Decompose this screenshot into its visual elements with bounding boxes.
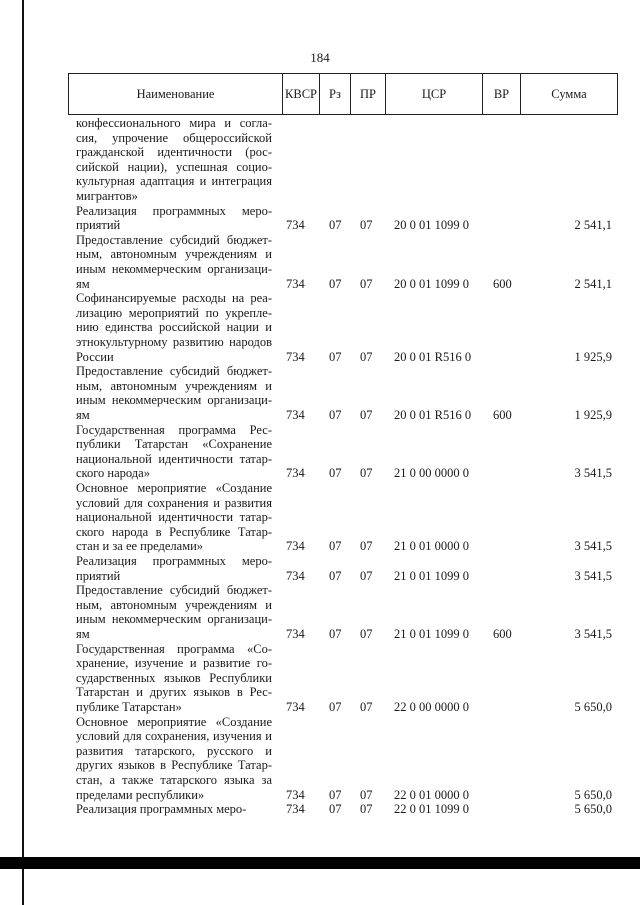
row-name-line: ям	[76, 626, 90, 641]
cell-kvsr: 734	[286, 466, 305, 481]
cell-sum: 2 541,1	[574, 276, 612, 291]
cell-rz: 07	[329, 276, 342, 291]
row-name	[76, 802, 272, 817]
row-name-line: ным, автономным учреждениям и	[76, 597, 272, 612]
cell-csr: 22 0 00 0000 0	[394, 699, 469, 714]
row-name	[76, 481, 272, 554]
row-name-line: других языков в Республике Татар-	[76, 758, 272, 773]
cell-sum: 3 541,5	[574, 626, 612, 641]
cell-pr: 07	[360, 568, 373, 583]
table-row	[0, 481, 640, 554]
row-name-line: ным, автономным учреждениям и	[76, 378, 272, 393]
row-name-line: публики Татарстан «Сохранение	[76, 437, 272, 452]
cell-csr: 21 0 01 1099 0	[394, 626, 469, 641]
row-name	[76, 291, 272, 364]
row-name-line: стан и за ее пределами»	[76, 539, 204, 554]
row-name-line: ям	[76, 407, 90, 422]
table-row	[0, 802, 640, 817]
row-name-line: Государственная программа «Со-	[76, 641, 272, 656]
cell-csr: 20 0 01 1099 0	[394, 276, 469, 291]
table-row	[0, 715, 640, 803]
header-sum: Сумма	[520, 73, 618, 115]
cell-csr: 22 0 01 0000 0	[394, 787, 469, 802]
row-name	[76, 642, 272, 715]
cell-kvsr: 734	[286, 349, 305, 364]
row-name	[76, 233, 272, 291]
cell-kvsr: 734	[286, 787, 305, 802]
row-name-line: развития татарского, русского и	[76, 743, 272, 758]
row-name-line: Основное мероприятие «Создание	[76, 481, 272, 495]
cell-sum: 3 541,5	[574, 539, 612, 554]
cell-csr: 21 0 00 0000 0	[394, 466, 469, 481]
cell-pr: 07	[360, 276, 373, 291]
row-name	[76, 583, 272, 641]
cell-sum: 5 650,0	[574, 699, 612, 714]
row-name-line: приятий	[76, 568, 121, 583]
row-name-line: иным некоммерческим организаци-	[76, 393, 272, 408]
row-name-line: условий для сохранения и развития	[76, 495, 272, 510]
row-name-line: сударственных языков Республики	[76, 670, 272, 685]
cell-kvsr: 734	[286, 407, 305, 422]
header-pr: ПР	[350, 73, 385, 115]
header-name: Наименование	[68, 73, 282, 115]
row-name-line: иным некоммерческим организаци-	[76, 261, 272, 276]
cell-csr: 20 0 01 R516 0	[394, 349, 472, 364]
row-name-line: Предоставление субсидий бюджет-	[76, 583, 272, 598]
cell-pr: 07	[360, 218, 373, 233]
row-name-line: сия, упрочение общероссийской	[76, 130, 272, 145]
header-csr: ЦСР	[385, 73, 482, 115]
table-row	[0, 364, 640, 422]
row-name-line: Реализация программных меро-	[76, 802, 247, 817]
row-name-line: Софинансируемые расходы на реа-	[76, 291, 272, 306]
row-name-line: культурная адаптация и интеграция	[76, 174, 272, 189]
cell-sum: 3 541,5	[574, 466, 612, 481]
row-name-line: национальной идентичности татар-	[76, 510, 272, 525]
page-number: 184	[310, 50, 330, 65]
table-row	[0, 233, 640, 291]
row-name-line: ным, автономным учреждениям и	[76, 247, 272, 262]
cell-pr: 07	[360, 787, 373, 802]
cell-rz: 07	[329, 349, 342, 364]
row-name-line: гражданской идентичности (рос-	[76, 145, 272, 160]
cell-kvsr: 734	[286, 568, 305, 583]
cell-rz: 07	[329, 626, 342, 641]
cell-pr: 07	[360, 349, 373, 364]
cell-rz: 07	[329, 218, 342, 233]
cell-pr: 07	[360, 699, 373, 714]
cell-rz: 07	[329, 787, 342, 802]
row-name-line: национальной идентичности татар-	[76, 451, 272, 466]
cell-rz: 07	[329, 539, 342, 554]
row-name-line: конфессионального мира и согла-	[76, 116, 272, 130]
row-name-line: нию единства российской нации и	[76, 320, 272, 335]
header-vr: ВР	[482, 73, 520, 115]
cell-csr: 20 0 01 R516 0	[394, 407, 472, 422]
cell-csr: 21 0 01 0000 0	[394, 539, 469, 554]
row-name-line: хранение, изучение и развитие го-	[76, 656, 272, 671]
row-name-line: Реализация программных меро-	[76, 203, 272, 218]
row-name-line: России	[76, 349, 114, 364]
cell-pr: 07	[360, 626, 373, 641]
row-name-line: Предоставление субсидий бюджет-	[76, 364, 272, 379]
row-name	[76, 204, 272, 233]
header-rz: Рз	[319, 73, 350, 115]
table-row	[0, 116, 640, 204]
cell-vr: 600	[493, 626, 512, 641]
cell-sum: 2 541,1	[574, 218, 612, 233]
row-name-line: Государственная программа Рес-	[76, 422, 272, 437]
table-row	[0, 204, 640, 233]
cell-kvsr: 734	[286, 802, 305, 817]
row-name-line: лизацию мероприятий по укрепле-	[76, 305, 272, 320]
row-name	[76, 116, 272, 204]
cell-csr: 21 0 01 1099 0	[394, 568, 469, 583]
cell-rz: 07	[329, 466, 342, 481]
cell-sum: 1 925,9	[574, 407, 612, 422]
cell-rz: 07	[329, 699, 342, 714]
row-name-line: стан, а также татарского языка за	[76, 772, 272, 787]
row-name-line: ского народа»	[76, 466, 150, 481]
row-name-line: ского народа в Республике Татар-	[76, 524, 272, 539]
cell-pr: 07	[360, 407, 373, 422]
table-row	[0, 423, 640, 481]
row-name-line: Татарстан и других языков в Рес-	[76, 685, 272, 700]
row-name-line: мигрантов»	[76, 188, 138, 203]
row-name-line: сийской нации), успешная социо-	[76, 159, 272, 174]
cell-pr: 07	[360, 802, 373, 817]
row-name	[76, 423, 272, 481]
row-name-line: публике Татарстан»	[76, 699, 182, 714]
cell-csr: 22 0 01 1099 0	[394, 802, 469, 817]
table-row	[0, 642, 640, 715]
row-name	[76, 364, 272, 422]
cell-pr: 07	[360, 466, 373, 481]
cell-sum: 5 650,0	[574, 802, 612, 817]
table-row	[0, 554, 640, 583]
cell-kvsr: 734	[286, 276, 305, 291]
cell-kvsr: 734	[286, 626, 305, 641]
cell-kvsr: 734	[286, 699, 305, 714]
table-row	[0, 291, 640, 364]
row-name-line: Реализация программных меро-	[76, 554, 272, 568]
table-row	[0, 583, 640, 641]
cell-kvsr: 734	[286, 539, 305, 554]
row-name-line: Предоставление субсидий бюджет-	[76, 232, 272, 247]
cell-sum: 5 650,0	[574, 787, 612, 802]
row-name-line: условий для сохранения, изучения и	[76, 729, 272, 744]
scan-bottom-bar	[0, 857, 640, 869]
row-name-line: пределами республики»	[76, 787, 205, 802]
cell-csr: 20 0 01 1099 0	[394, 218, 469, 233]
cell-rz: 07	[329, 802, 342, 817]
row-name-line: приятий	[76, 218, 121, 233]
cell-vr: 600	[493, 276, 512, 291]
cell-pr: 07	[360, 539, 373, 554]
row-name	[76, 554, 272, 583]
cell-kvsr: 734	[286, 218, 305, 233]
row-name-line: этнокультурному развитию народов	[76, 334, 272, 349]
cell-vr: 600	[493, 407, 512, 422]
row-name	[76, 715, 272, 803]
header-kvsr: КВСР	[282, 73, 319, 115]
cell-rz: 07	[329, 568, 342, 583]
row-name-line: иным некоммерческим организаци-	[76, 612, 272, 627]
row-name-line: ям	[76, 276, 90, 291]
row-name-line: Основное мероприятие «Создание	[76, 714, 272, 729]
cell-rz: 07	[329, 407, 342, 422]
cell-sum: 1 925,9	[574, 349, 612, 364]
cell-sum: 3 541,5	[574, 568, 612, 583]
